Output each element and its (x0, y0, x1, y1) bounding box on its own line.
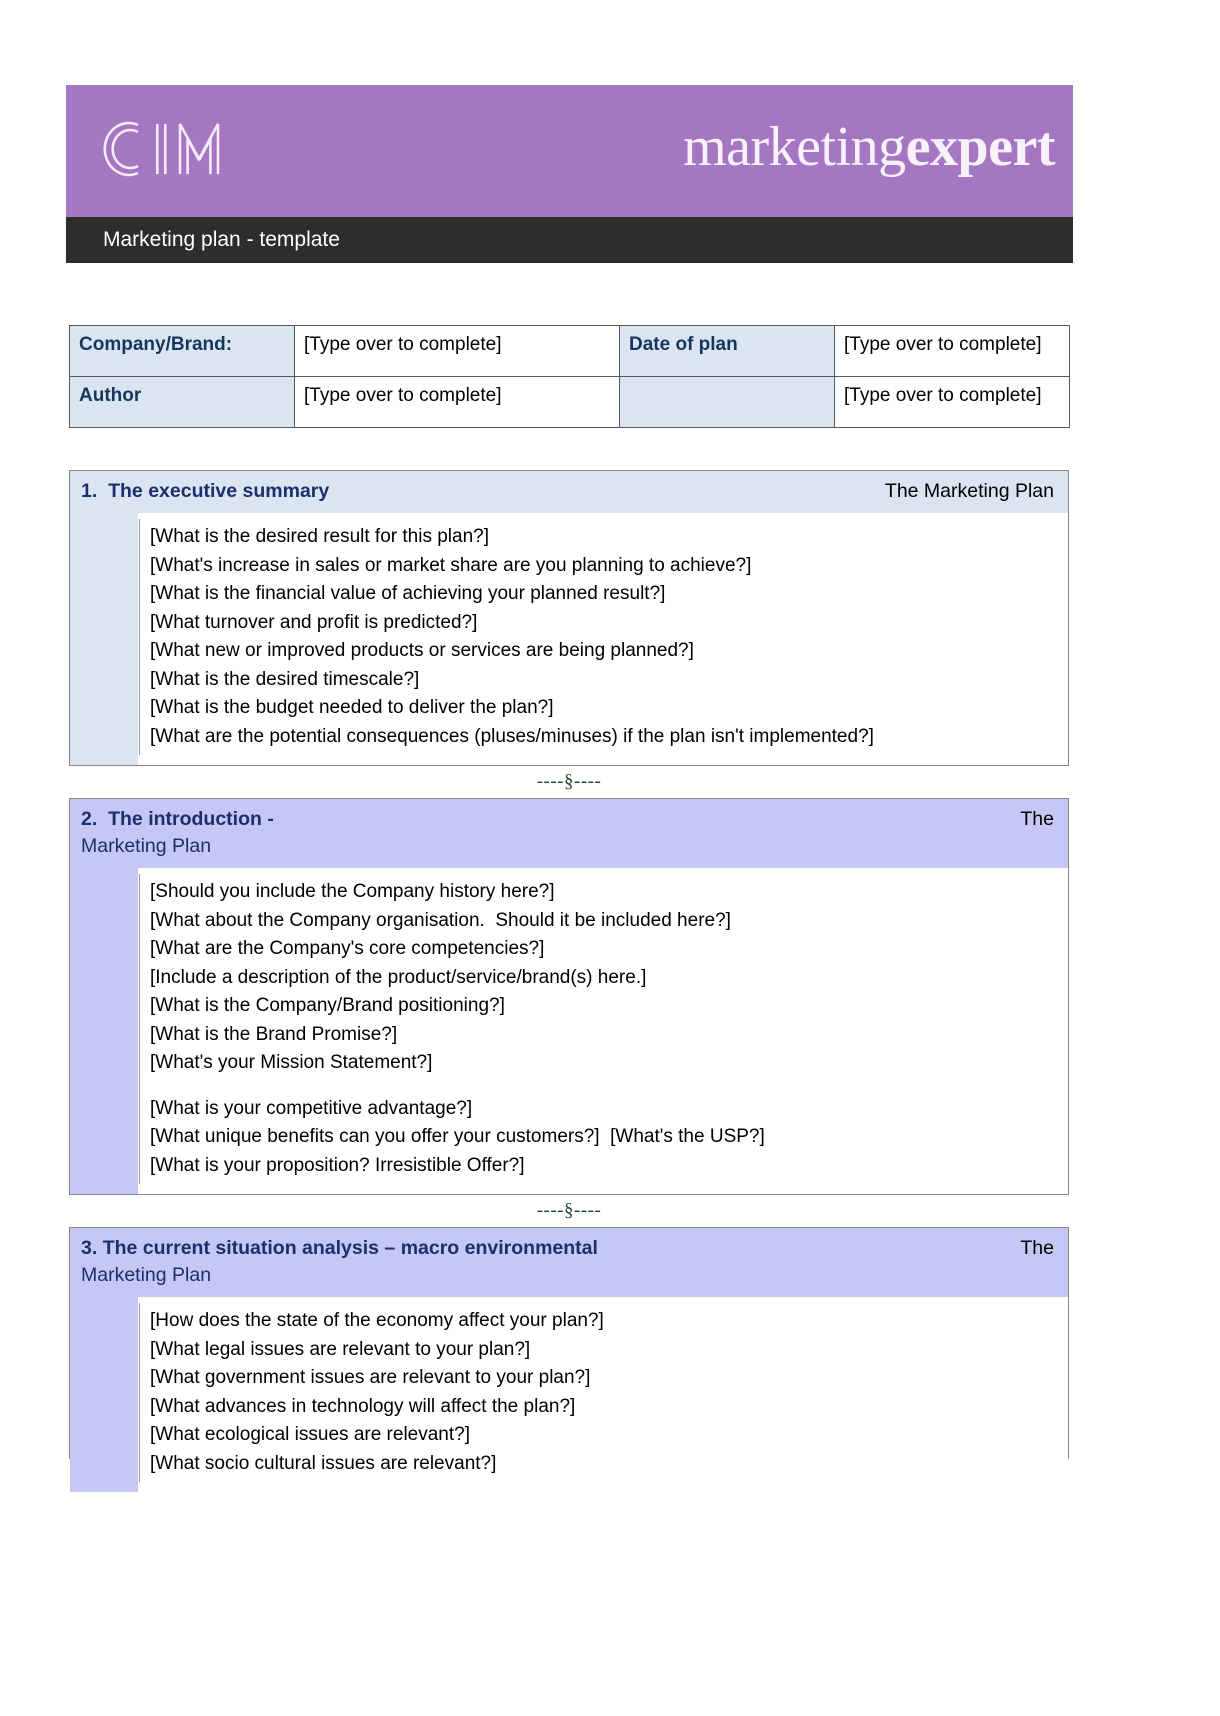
section-number: 2. (81, 808, 98, 830)
section-right-label: The (1020, 1237, 1054, 1259)
author-field[interactable]: [Type over to complete] (295, 377, 620, 428)
list-item: [What about the Company organisation. Should it be included here?] (150, 909, 731, 931)
section-number: 3. (81, 1237, 98, 1259)
section-title-line2: Marketing Plan (81, 835, 212, 857)
list-item: [What socio cultural issues are relevant?] (150, 1452, 497, 1474)
date-of-plan-field[interactable]: [Type over to complete] (835, 326, 1070, 377)
list-item: [What is the budget needed to deliver the plan?] (150, 697, 554, 718)
section-right-label: The (1020, 808, 1054, 830)
list-item: [What are the Company's core competencies?] (150, 938, 545, 959)
section-body (70, 1297, 1068, 1492)
document-title: Marketing plan - template (103, 228, 340, 251)
secondary-date-field[interactable]: [Type over to complete] (835, 377, 1070, 428)
empty-label-cell (620, 377, 835, 428)
brand-banner (66, 85, 1073, 217)
plan-info-table (69, 325, 1070, 428)
section-number: 1. (81, 480, 98, 502)
section-title: The current situation analysis – macro environmental (102, 1237, 598, 1259)
list-item: [What is the Company/Brand positioning?] (150, 995, 505, 1016)
section-items (139, 874, 1058, 1184)
list-item: [What is the Brand Promise?] (150, 1023, 398, 1045)
list-item: [What advances in technology will affect the plan?] (150, 1395, 576, 1417)
list-item: [What is the desired timescale?] (150, 668, 420, 690)
section-header (70, 1228, 1068, 1297)
section-body (70, 513, 1068, 765)
list-item: [What is your competitive advantage?] (150, 1097, 473, 1119)
section-gutter (70, 513, 138, 765)
section-title: The introduction - (108, 808, 274, 830)
list-item: [What is the financial value of achieving your planned result?] (150, 583, 666, 604)
list-item: [What's your Mission Statement?] (150, 1052, 433, 1073)
list-item: [What unique benefits can you offer your customers?] [What's the USP?] (150, 1126, 765, 1147)
section-heading (81, 1235, 1054, 1262)
list-item: [What legal issues are relevant to your plan?] (150, 1338, 531, 1360)
section-executive-summary (69, 470, 1069, 766)
list-item: [What government issues are relevant to your plan?] (150, 1367, 591, 1388)
section-items (139, 1303, 1058, 1482)
author-label: Author (70, 377, 295, 428)
list-item: [Should you include the Company history here?] (150, 881, 555, 902)
list-item: [What's increase in sales or market share are you planning to achieve?] (150, 554, 752, 576)
list-item: [What is the desired result for this plan?] (150, 526, 489, 547)
section-items (139, 519, 1058, 755)
section-introduction (69, 798, 1069, 1195)
section-header (70, 471, 1068, 513)
brand-wordmark-bold: expert (905, 116, 1055, 178)
cim-outline-logo-icon (94, 113, 254, 185)
company-brand-label: Company/Brand: (70, 326, 295, 377)
section-title: The executive summary (108, 480, 330, 502)
section-separator: ----§---- (536, 1200, 602, 1221)
section-gutter (70, 868, 138, 1194)
table-row (70, 377, 1070, 428)
table-row (70, 326, 1070, 377)
plan-sections (69, 470, 1069, 1474)
company-brand-field[interactable]: [Type over to complete] (295, 326, 620, 377)
list-item: [Include a description of the product/service/brand(s) here.] (150, 966, 647, 988)
brand-wordmark-regular: marketing (683, 116, 906, 178)
brand-wordmark (683, 113, 1055, 181)
section-header (70, 799, 1068, 868)
list-item: [How does the state of the economy affect your plan?] (150, 1310, 604, 1331)
section-right-label: The Marketing Plan (884, 480, 1054, 502)
document-title-bar (66, 217, 1073, 263)
section-title-line2: Marketing Plan (81, 1264, 212, 1286)
section-current-situation (69, 1227, 1069, 1474)
date-of-plan-label: Date of plan (620, 326, 835, 377)
section-heading (81, 806, 1054, 833)
section-separator: ----§---- (536, 771, 602, 792)
list-item: [What ecological issues are relevant?] (150, 1424, 470, 1445)
list-item: [What are the potential consequences (pluses/minuses) if the plan isn't implemented?] (150, 725, 874, 747)
list-item: [What new or improved products or services are being planned?] (150, 640, 694, 661)
list-item: [What is your proposition? Irresistible Offer?] (150, 1154, 525, 1176)
section-body (70, 868, 1068, 1194)
section-gutter (70, 1297, 138, 1492)
list-item: [What turnover and profit is predicted?] (150, 611, 478, 633)
